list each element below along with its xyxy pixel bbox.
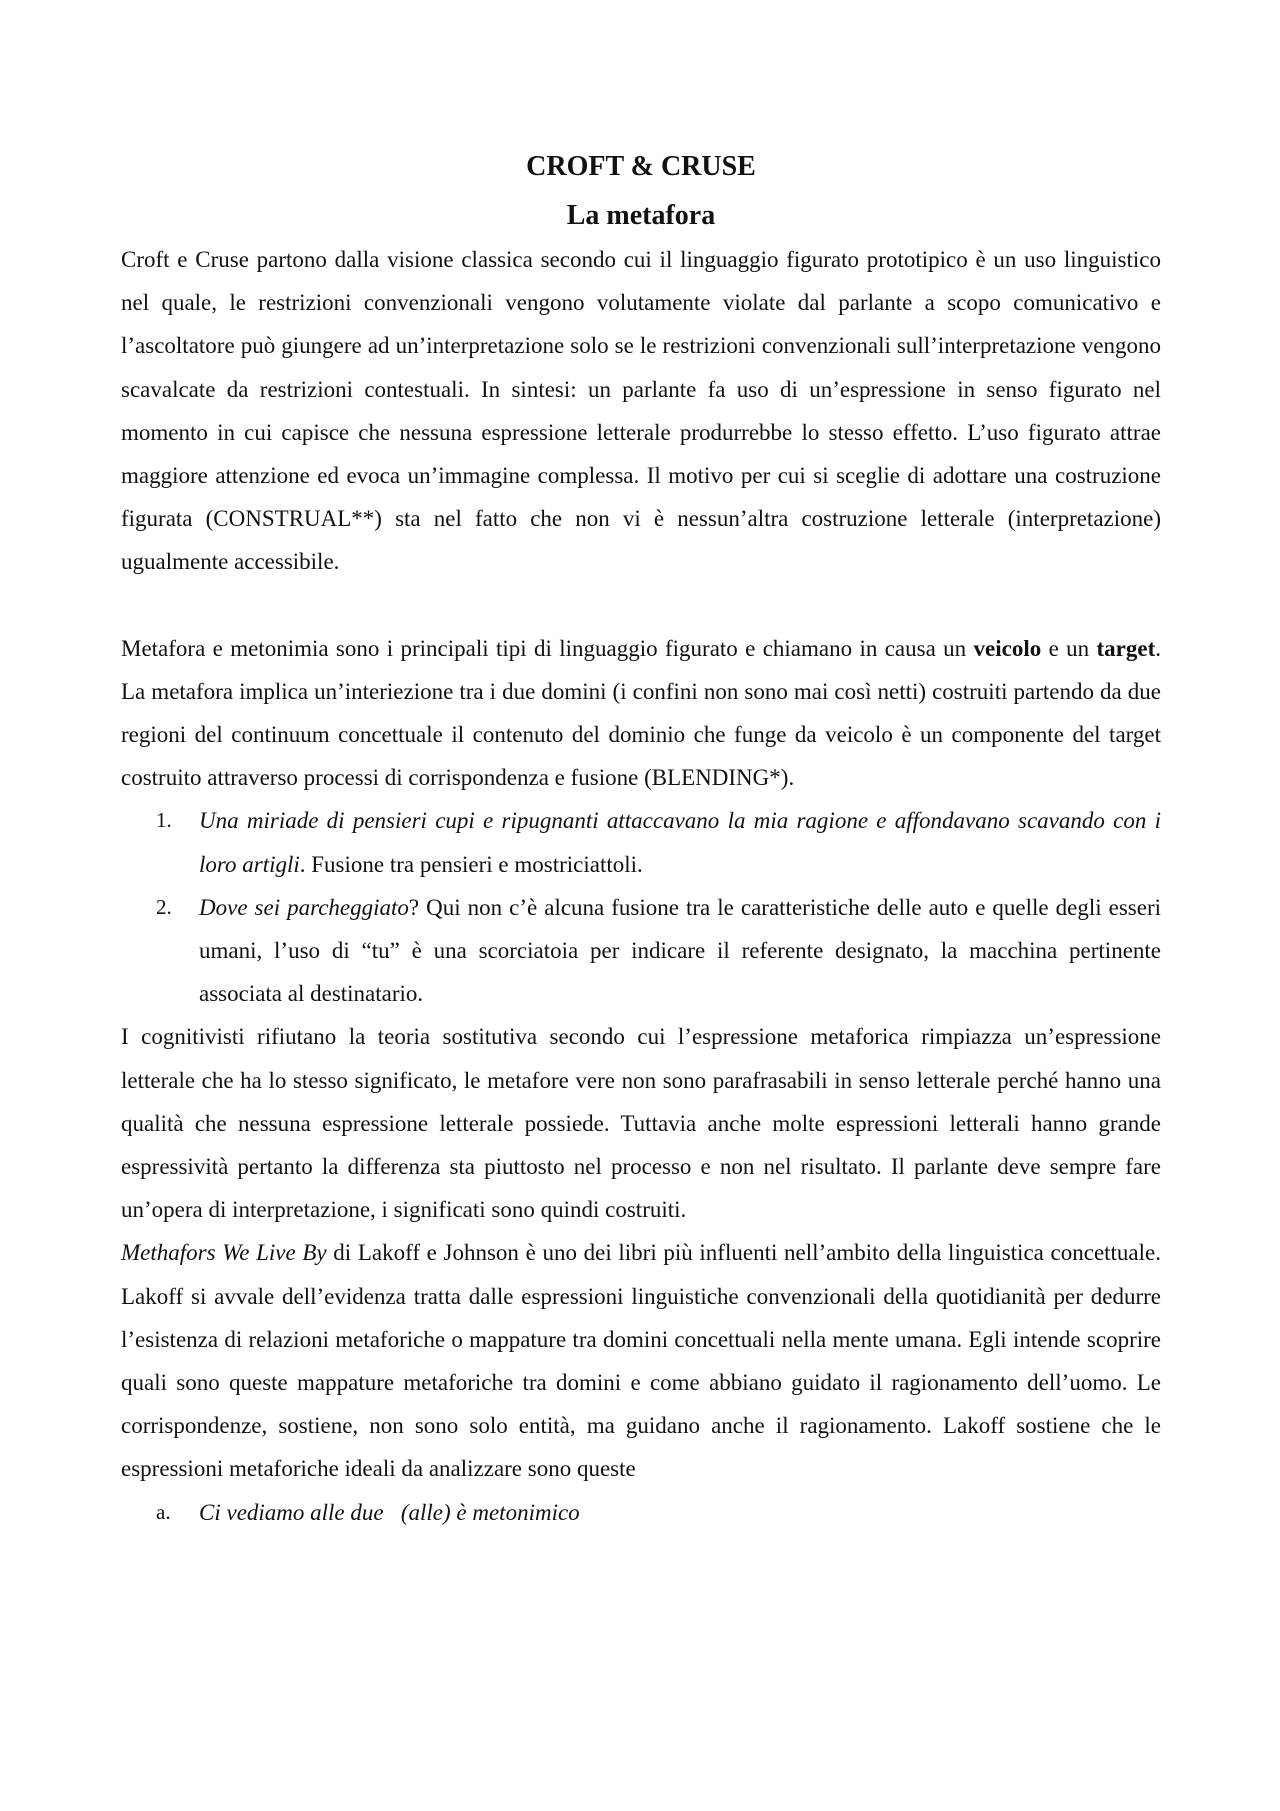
text-run: Metafora e metonimia sono i principali tipi di linguaggio figurato e chiamano in causa un — [121, 635, 974, 661]
text-run: e un — [1041, 635, 1097, 661]
document-subtitle: La metafora — [566, 200, 716, 231]
text-run: di Lakoff e Johnson è uno dei libri più influenti nell’ambito della linguistica concettuale. Lakoff si avvale dell’evidenza tratta dalle espressioni linguistiche convenzionali della quotidianità per dedurre l’esistenza di relazioni metaforiche o mappature tra domini concettuali nella mente umana. Egli intende scoprire quali sono queste mappature metaforiche tra domini e come abbiano guidato il ragionamento dell’uomo. Le corrispondenze, sostiene, non sono solo entità, ma guidano anche il ragionamento. Lakoff sostiene che le espressioni metaforiche ideali da analizzare sono queste — [121, 1240, 1161, 1482]
term-veicolo: veicolo — [973, 635, 1042, 661]
lettered-examples-list — [121, 1491, 1161, 1534]
example-comment: ? Qui non c’è alcuna fusione tra le caratteristiche delle auto e quelle degli esseri umani, l’uso di “tu” è una scorciatoia per indicare il referente designato, la macchina pertinente associata al destinatario. — [199, 894, 1161, 1007]
list-item-number: 1. — [156, 808, 172, 833]
term-target: target — [1096, 635, 1156, 661]
numbered-examples-list — [121, 799, 1161, 1015]
list-item — [121, 886, 1161, 1016]
document-title: CROFT & CRUSE — [526, 151, 756, 182]
paragraph-cognitivisti: I cognitivisti rifiutano la teoria sostitutiva secondo cui l’espressione metaforica rimpiazza un’espressione letterale che ha lo stesso significato, le metafore vere non sono parafrasabili in senso letterale perché hanno una qualità che nessuna espressione letterale possiede. Tuttavia anche molte espressioni letterali hanno grande espressività pertanto la differenza sta piuttosto nel processo e non nel risultato. Il parlante deve sempre fare un’opera di interpretazione, i significati sono quindi costruiti. — [121, 1024, 1161, 1223]
list-item-number: 2. — [156, 894, 172, 919]
paragraph-lakoff — [121, 1231, 1161, 1490]
list-item — [121, 1491, 1161, 1534]
example-italic: Una miriade di pensieri cupi e ripugnanti attaccavano la mia ragione e affondavano scavando con i loro artigli — [199, 808, 1161, 877]
document-content — [121, 150, 1161, 1534]
paragraph-intro: Croft e Cruse partono dalla visione classica secondo cui il linguaggio figurato prototipico è un uso linguistico nel quale, le restrizioni convenzionali vengono volutamente violate dal parlante a scopo comunicativo e l’ascoltatore può giungere ad un’interpretazione solo se le restrizioni convenzionali sull’interpretazione vengono scavalcate da restrizioni contestuali. In sintesi: un parlante fa uso di un’espressione in senso figurato nel momento in cui capisce che nessuna espressione letterale produrrebbe lo stesso effetto. L’uso figurato attrae maggiore attenzione ed evoca un’immagine complessa. Il motivo per cui si sceglie di adottare una costruzione figurata (CONSTRUAL**) sta nel fatto che non vi è nessun’altra costruzione letterale (interpretazione) ugualmente accessibile. — [121, 247, 1161, 575]
text-run: . La metafora implica un’interiezione tra i due domini (i confini non sono mai così netti) costruiti partendo da due regioni del continuum concettuale il contenuto del dominio che funge da veicolo è un componente del target costruito attraverso processi di corrispondenza e fusione (BLENDING*). — [121, 635, 1161, 791]
book-title: Methafors We Live By — [121, 1240, 327, 1266]
paragraph-metafora-metonimia — [121, 627, 1161, 800]
list-item-letter: a. — [156, 1499, 171, 1524]
example-italic: Ci vediamo alle due (alle) è metonimico — [199, 1499, 580, 1525]
example-comment: . Fusione tra pensieri e mostriciattoli. — [299, 851, 643, 877]
list-item — [121, 799, 1161, 885]
example-italic: Dove sei parcheggiato — [199, 894, 409, 920]
paragraph-spacer — [121, 584, 1161, 627]
